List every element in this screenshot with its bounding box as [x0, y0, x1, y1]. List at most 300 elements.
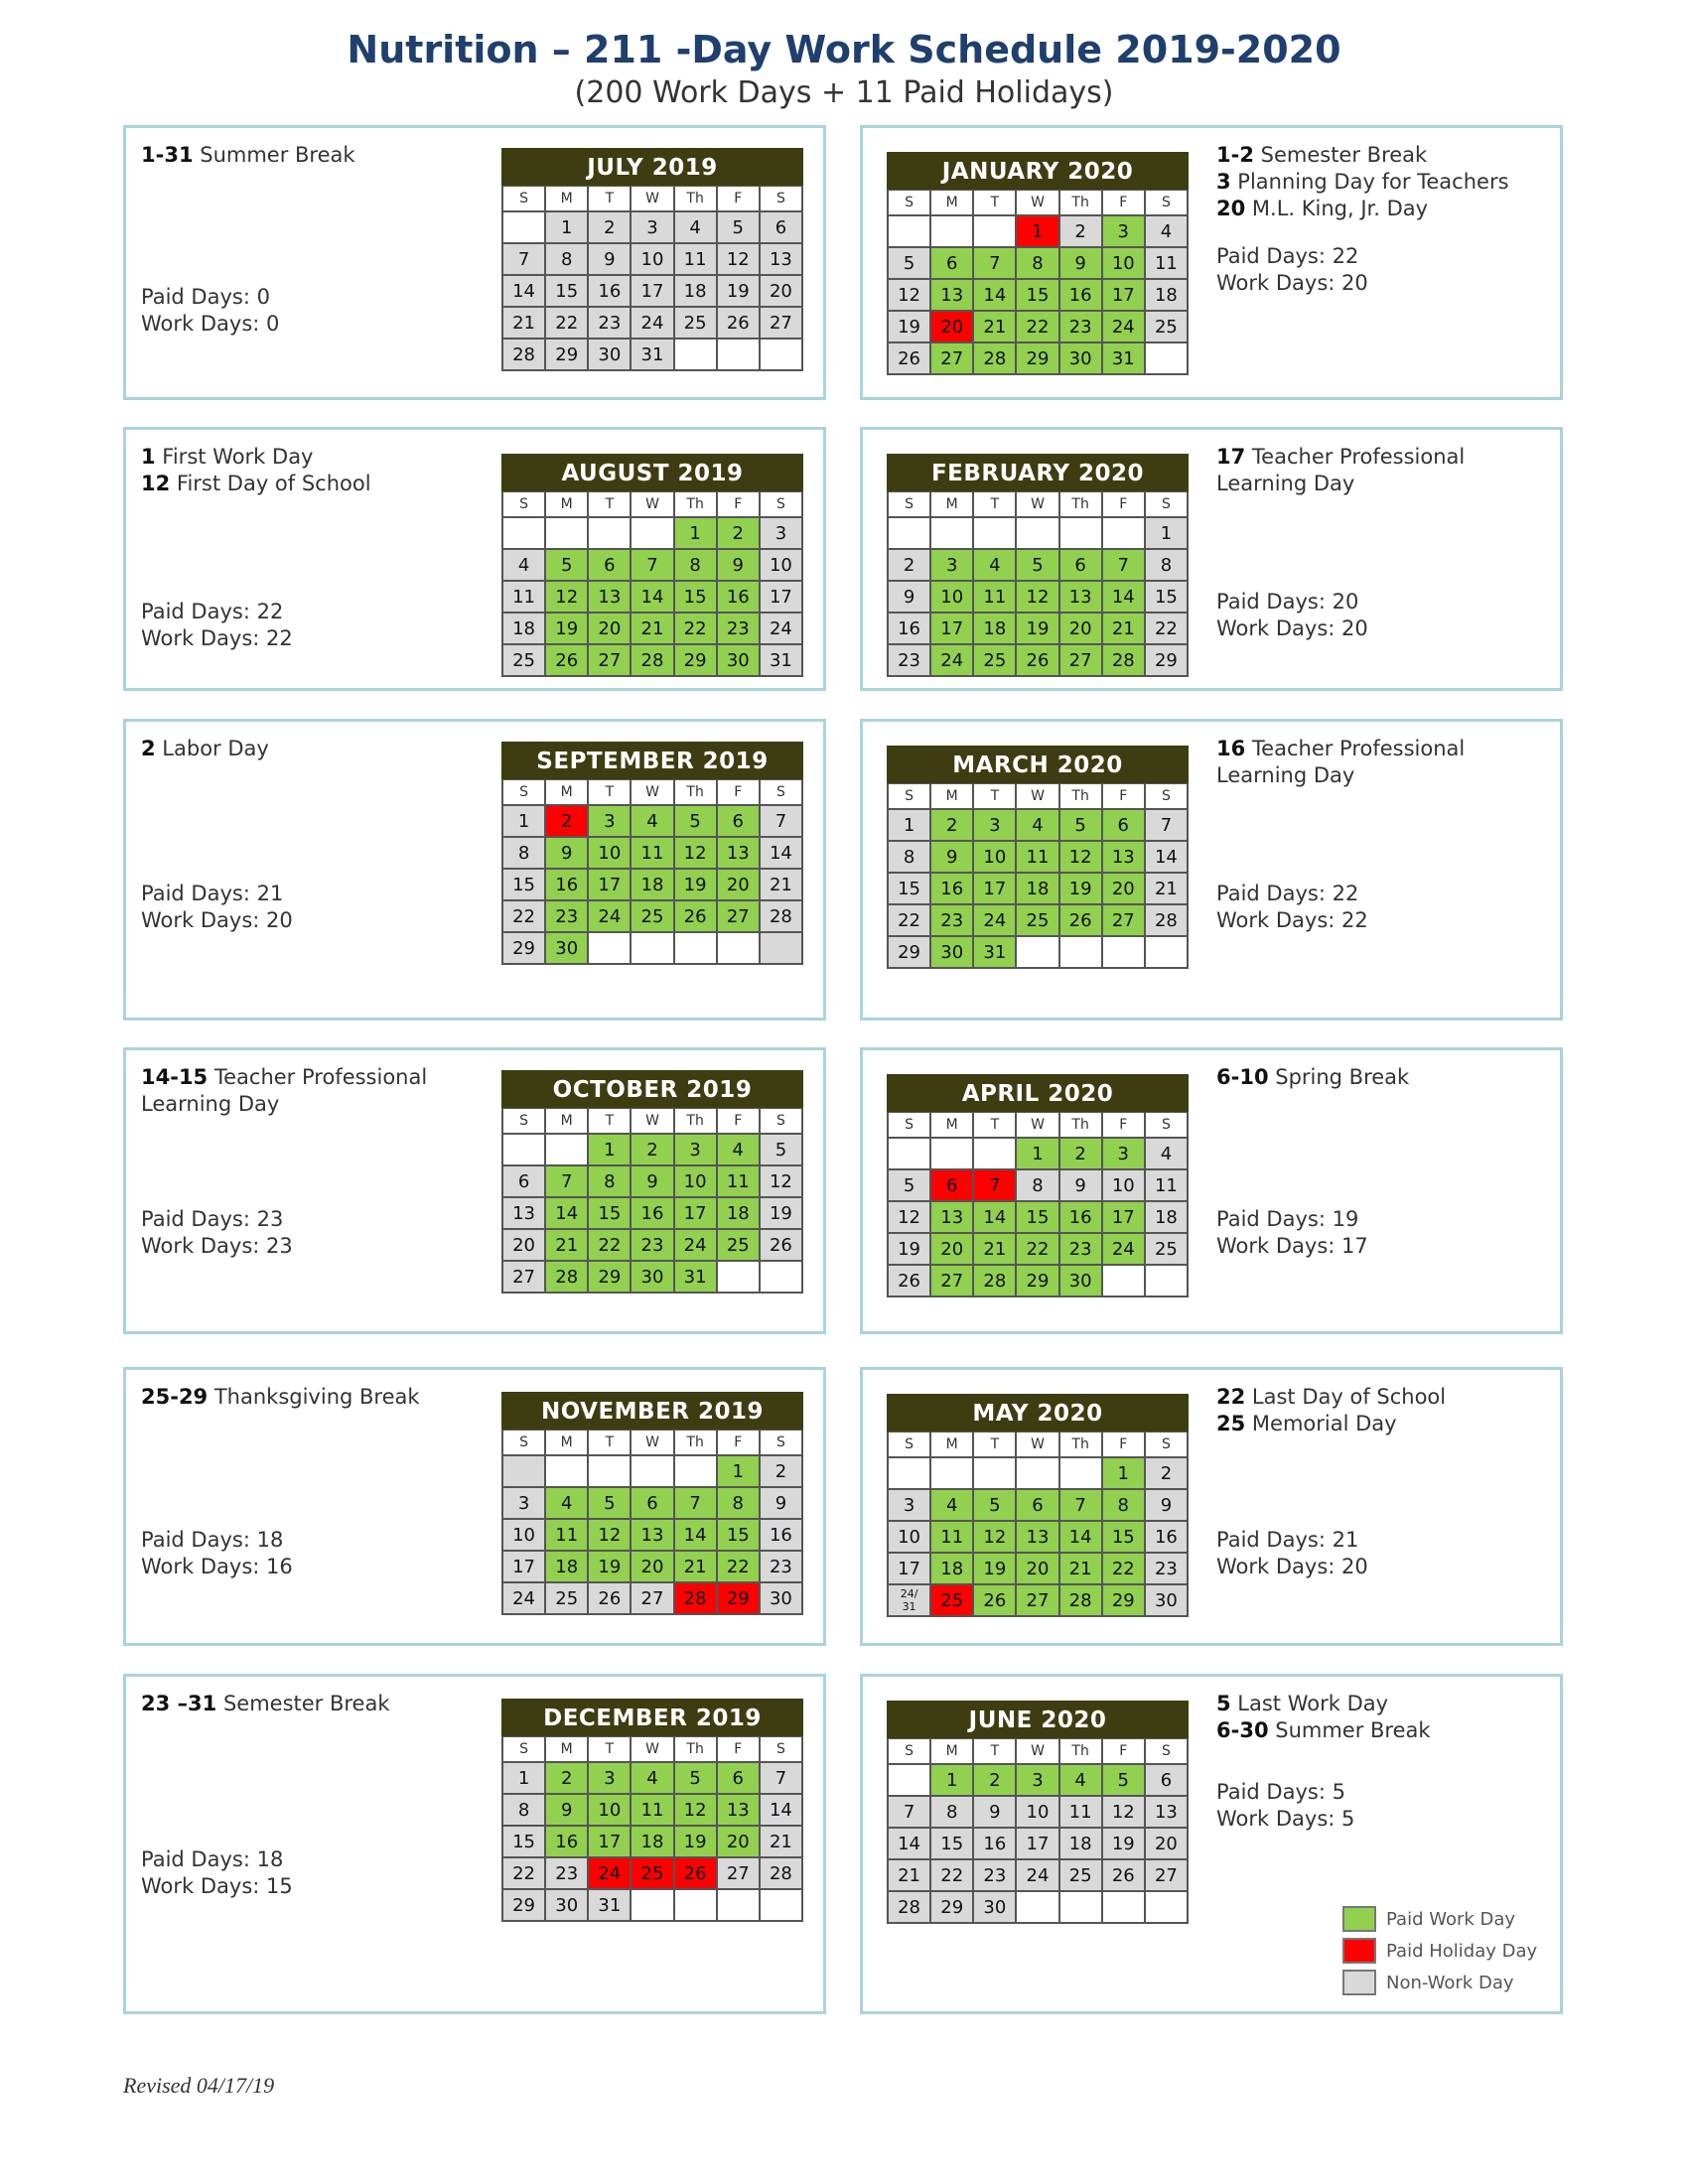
day-cell: 9: [718, 550, 761, 582]
month-calendar: [501, 1070, 803, 1294]
day-cell: 23: [889, 645, 931, 677]
day-cell: 19: [889, 312, 931, 343]
day-cell: 17: [1103, 1202, 1146, 1234]
day-cell: 18: [1060, 1829, 1103, 1860]
note-line: [1216, 1064, 1409, 1091]
note-text: Labor Day: [155, 737, 269, 760]
day-cell: 1: [1103, 1458, 1146, 1490]
paid-days: Paid Days: 22: [1216, 244, 1359, 268]
day-cell: 9: [1060, 1170, 1103, 1202]
day-cell: 5: [589, 1488, 632, 1520]
day-cell: 22: [1103, 1554, 1146, 1585]
day-grid: [501, 1736, 803, 1922]
weekday-header: M: [546, 492, 589, 518]
day-cell: [889, 1765, 931, 1797]
day-cell: 30: [1060, 1266, 1103, 1297]
day-cell: [931, 518, 974, 550]
day-cell: 22: [503, 1858, 546, 1890]
month-name: SEPTEMBER 2019: [501, 742, 803, 779]
day-cell: [889, 1458, 931, 1490]
month-panel-february-2020: [860, 427, 1563, 691]
note-line: [1216, 1384, 1446, 1411]
weekday-header: S: [761, 1431, 803, 1456]
day-cell: 18: [974, 614, 1017, 645]
weekday-header: S: [1146, 784, 1189, 810]
day-counts: [1216, 1527, 1368, 1580]
legend-label: Paid Holiday Day: [1386, 1940, 1538, 1962]
day-cell: [718, 1890, 761, 1922]
day-cell: 12: [718, 244, 761, 276]
day-cell: 3: [889, 1490, 931, 1522]
work-days: Work Days: 5: [1216, 1807, 1355, 1831]
day-cell: 26: [889, 1266, 931, 1297]
day-cell: [761, 933, 803, 965]
day-cell: 22: [1146, 614, 1189, 645]
day-cell: 20: [503, 1230, 546, 1262]
day-cell: 19: [718, 276, 761, 308]
day-cell: [974, 1139, 1017, 1170]
note-text: Spring Break: [1268, 1065, 1410, 1089]
day-cell: 4: [546, 1488, 589, 1520]
weekday-header: F: [1103, 191, 1146, 216]
day-cell: [675, 1890, 718, 1922]
month-name: JANUARY 2020: [887, 152, 1189, 190]
day-cell: 27: [718, 1858, 761, 1890]
day-cell: 18: [675, 276, 718, 308]
day-cell: 4: [718, 1135, 761, 1166]
weekday-header: T: [589, 1737, 632, 1763]
day-cell: 13: [1103, 842, 1146, 874]
day-cell: 14: [889, 1829, 931, 1860]
day-cell: [761, 1262, 803, 1294]
weekday-header: F: [1103, 784, 1146, 810]
weekday-header: F: [718, 492, 761, 518]
day-cell: 21: [761, 870, 803, 901]
note-line: [1216, 142, 1509, 169]
day-cell: 17: [889, 1554, 931, 1585]
day-cell: 4: [1060, 1765, 1103, 1797]
day-cell: 9: [761, 1488, 803, 1520]
day-grid: [887, 190, 1189, 375]
day-cell: 27: [589, 645, 632, 677]
day-cell: 29: [1017, 343, 1059, 375]
day-cell: 22: [889, 905, 931, 937]
day-cell: 5: [889, 248, 931, 280]
day-cell: 31: [761, 645, 803, 677]
day-cell: 26: [889, 343, 931, 375]
day-cell: 4: [1146, 216, 1189, 248]
day-cell: 7: [1103, 550, 1146, 582]
day-cell: 17: [761, 582, 803, 614]
day-cell: 24: [589, 901, 632, 933]
paid-days: Paid Days: 21: [1216, 1528, 1359, 1552]
day-cell: [1146, 1892, 1189, 1924]
day-cell: 1: [503, 806, 546, 838]
day-cell: 27: [931, 343, 974, 375]
day-cell: [1146, 1266, 1189, 1297]
day-cell: 9: [931, 842, 974, 874]
day-cell: 6: [1017, 1490, 1059, 1522]
day-cell: 16: [974, 1829, 1017, 1860]
day-cell: 8: [1103, 1490, 1146, 1522]
day-cell: 30: [718, 645, 761, 677]
day-cell: 26: [1060, 905, 1103, 937]
weekday-header: Th: [1060, 784, 1103, 810]
note-text: Planning Day for Teachers: [1230, 170, 1509, 194]
month-name: AUGUST 2019: [501, 454, 803, 491]
day-cell: 6: [718, 1763, 761, 1795]
note-date: 1: [141, 445, 156, 469]
weekday-header: T: [589, 187, 632, 212]
day-cell: 14: [1146, 842, 1189, 874]
month-panel-march-2020: [860, 719, 1563, 1021]
day-cell: 21: [1146, 874, 1189, 905]
day-cell: 13: [931, 1202, 974, 1234]
day-cell: 2: [1146, 1458, 1189, 1490]
day-cell: 23: [1060, 1234, 1103, 1266]
weekday-header: S: [1146, 492, 1189, 518]
month-panel-august-2019: [123, 427, 826, 691]
day-cell: [1060, 937, 1103, 969]
day-cell: [1060, 518, 1103, 550]
weekday-header: S: [761, 1109, 803, 1135]
day-cell: 2: [1060, 1139, 1103, 1170]
month-calendar: [887, 152, 1189, 375]
day-cell: 17: [1017, 1829, 1059, 1860]
day-cell: [503, 1135, 546, 1166]
day-cell: 21: [1060, 1554, 1103, 1585]
day-grid: [887, 1112, 1189, 1297]
day-cell: 18: [632, 870, 674, 901]
weekday-header: W: [632, 1109, 674, 1135]
day-cell: 30: [974, 1892, 1017, 1924]
weekday-header: F: [718, 1109, 761, 1135]
note-text: Teacher Professional: [208, 1065, 428, 1089]
day-cell: 15: [1103, 1522, 1146, 1554]
note-text: Summer Break: [1268, 1718, 1431, 1742]
day-cell: 21: [503, 308, 546, 340]
day-cell: 27: [718, 901, 761, 933]
day-cell: [546, 1135, 589, 1166]
day-cell: [1017, 1892, 1059, 1924]
day-cell: 11: [974, 582, 1017, 614]
day-cell: 5: [889, 1170, 931, 1202]
month-notes: [1216, 1691, 1431, 1744]
weekday-header: Th: [675, 1431, 718, 1456]
day-cell: 15: [546, 276, 589, 308]
day-cell: 18: [1146, 280, 1189, 312]
day-cell: 20: [589, 614, 632, 645]
day-cell: 23: [931, 905, 974, 937]
month-name: MAY 2020: [887, 1394, 1189, 1432]
work-days: Work Days: 20: [1216, 271, 1368, 295]
day-cell: 16: [889, 614, 931, 645]
day-cell: 31: [974, 937, 1017, 969]
month-panel-may-2020: [860, 1367, 1563, 1646]
day-cell: 21: [675, 1552, 718, 1583]
day-cell: [974, 1458, 1017, 1490]
weekday-header: M: [546, 780, 589, 806]
weekday-header: M: [546, 187, 589, 212]
weekday-header: F: [1103, 492, 1146, 518]
month-name: APRIL 2020: [887, 1074, 1189, 1112]
day-cell: [718, 1262, 761, 1294]
day-cell: 30: [589, 340, 632, 371]
day-cell: 15: [718, 1520, 761, 1552]
day-cell: 29: [1146, 645, 1189, 677]
day-cell: 8: [1017, 1170, 1059, 1202]
weekday-header: M: [931, 1739, 974, 1765]
month-calendar: [501, 742, 803, 965]
day-cell: 27: [632, 1583, 674, 1615]
day-cell: 14: [761, 1795, 803, 1827]
weekday-header: S: [889, 1739, 931, 1765]
day-cell: 13: [761, 244, 803, 276]
day-cell: 27: [931, 1266, 974, 1297]
day-cell: [1017, 1458, 1059, 1490]
day-cell: 18: [632, 1827, 674, 1858]
day-cell: [1017, 518, 1059, 550]
day-cell: 1: [889, 810, 931, 842]
day-cell: 5: [1060, 810, 1103, 842]
day-cell: 1: [546, 212, 589, 244]
day-cell: 16: [1146, 1522, 1189, 1554]
day-cell: 2: [718, 518, 761, 550]
paid-holiday-swatch: [1342, 1938, 1376, 1964]
day-cell: 27: [1060, 645, 1103, 677]
day-cell: [675, 933, 718, 965]
day-cell: 9: [974, 1797, 1017, 1829]
day-cell: 20: [931, 312, 974, 343]
weekday-header: T: [589, 1109, 632, 1135]
day-cell: 25: [546, 1583, 589, 1615]
day-cell: 22: [675, 614, 718, 645]
weekday-header: S: [1146, 191, 1189, 216]
day-cell: 23: [761, 1552, 803, 1583]
day-cell: 23: [1146, 1554, 1189, 1585]
day-cell: 25: [1146, 1234, 1189, 1266]
note-date: 12: [141, 472, 171, 495]
day-cell: 26: [718, 308, 761, 340]
weekday-header: F: [1103, 1113, 1146, 1139]
day-cell: 4: [1146, 1139, 1189, 1170]
weekday-header: T: [974, 1433, 1017, 1458]
day-cell: 7: [974, 1170, 1017, 1202]
day-cell: 2: [546, 1763, 589, 1795]
day-cell: 16: [632, 1198, 674, 1230]
day-cell: 8: [546, 244, 589, 276]
note-text: Semester Break: [216, 1692, 390, 1715]
weekday-header: S: [889, 1113, 931, 1139]
day-cell: [589, 1456, 632, 1488]
day-cell: 16: [1060, 280, 1103, 312]
day-cell: 16: [1060, 1202, 1103, 1234]
day-cell: 30: [1146, 1585, 1189, 1617]
day-cell: 12: [974, 1522, 1017, 1554]
weekday-header: M: [546, 1109, 589, 1135]
note-text: Memorial Day: [1245, 1412, 1397, 1435]
day-cell: 9: [632, 1166, 674, 1198]
day-cell: 8: [503, 838, 546, 870]
day-cell: 20: [761, 276, 803, 308]
note-text: M.L. King, Jr. Day: [1245, 197, 1429, 220]
day-cell: 27: [1017, 1585, 1059, 1617]
weekday-header: F: [1103, 1739, 1146, 1765]
note-date: 16: [1216, 737, 1246, 760]
day-cell: 8: [1017, 248, 1059, 280]
note-line: [141, 444, 371, 471]
day-cell: 28: [1146, 905, 1189, 937]
day-cell: 21: [761, 1827, 803, 1858]
day-cell: 26: [974, 1585, 1017, 1617]
month-notes: [141, 444, 371, 497]
day-cell: 18: [1017, 874, 1059, 905]
day-cell: 13: [632, 1520, 674, 1552]
day-grid: [501, 1430, 803, 1615]
day-cell: [546, 1456, 589, 1488]
weekday-header: S: [1146, 1433, 1189, 1458]
day-cell: 28: [503, 340, 546, 371]
day-cell: 26: [675, 1858, 718, 1890]
day-cell: 14: [974, 1202, 1017, 1234]
work-days: Work Days: 20: [141, 908, 293, 932]
day-cell: 21: [974, 1234, 1017, 1266]
day-cell: 31: [675, 1262, 718, 1294]
day-cell: 2: [632, 1135, 674, 1166]
weekday-header: S: [761, 492, 803, 518]
day-cell: [1103, 1892, 1146, 1924]
day-cell: 19: [675, 1827, 718, 1858]
weekday-header: Th: [675, 1737, 718, 1763]
day-cell: [632, 933, 674, 965]
note-line: [141, 471, 371, 497]
day-cell: 13: [589, 582, 632, 614]
weekday-header: F: [1103, 1433, 1146, 1458]
day-cell: [761, 1890, 803, 1922]
work-days: Work Days: 22: [1216, 908, 1368, 932]
note-date: 22: [1216, 1385, 1246, 1409]
paid-days: Paid Days: 22: [141, 600, 284, 623]
day-cell: 17: [632, 276, 674, 308]
day-cell: 24: [1103, 1234, 1146, 1266]
note-line: [1216, 762, 1465, 789]
month-name: JUNE 2020: [887, 1701, 1189, 1738]
day-cell: 2: [889, 550, 931, 582]
day-grid: [887, 1432, 1189, 1617]
day-cell: 2: [761, 1456, 803, 1488]
day-cell: 15: [1017, 1202, 1059, 1234]
day-cell: 6: [503, 1166, 546, 1198]
day-grid: [501, 779, 803, 965]
weekday-header: S: [889, 784, 931, 810]
note-date: 5: [1216, 1692, 1231, 1715]
day-cell: 23: [718, 614, 761, 645]
day-cell: 10: [632, 244, 674, 276]
day-cell: 26: [589, 1583, 632, 1615]
day-cell: 10: [589, 1795, 632, 1827]
day-cell: 30: [931, 937, 974, 969]
day-cell: 29: [931, 1892, 974, 1924]
day-cell: 28: [1103, 645, 1146, 677]
work-days: Work Days: 20: [1216, 616, 1368, 640]
day-cell: 17: [974, 874, 1017, 905]
weekday-header: M: [931, 492, 974, 518]
day-cell: 28: [675, 1583, 718, 1615]
day-cell: 17: [675, 1198, 718, 1230]
month-panel-april-2020: [860, 1047, 1563, 1334]
month-name: DECEMBER 2019: [501, 1699, 803, 1736]
day-cell: 23: [974, 1860, 1017, 1892]
day-cell: 6: [931, 248, 974, 280]
day-cell: 28: [761, 1858, 803, 1890]
day-cell: 25: [632, 1858, 674, 1890]
note-line: [1216, 196, 1509, 222]
weekday-header: S: [889, 1433, 931, 1458]
paid-work-swatch: [1342, 1906, 1376, 1932]
day-cell: 7: [889, 1797, 931, 1829]
day-cell: 26: [761, 1230, 803, 1262]
month-calendar: [887, 1074, 1189, 1297]
month-notes: [141, 1691, 390, 1717]
day-cell: 10: [1103, 1170, 1146, 1202]
day-cell: [931, 1458, 974, 1490]
day-cell: 21: [889, 1860, 931, 1892]
day-cell: 11: [546, 1520, 589, 1552]
day-cell: 7: [1146, 810, 1189, 842]
day-cell: [1060, 1892, 1103, 1924]
day-cell: 3: [974, 810, 1017, 842]
day-counts: [141, 881, 293, 934]
day-cell: 22: [1017, 312, 1059, 343]
month-panel-december-2019: [123, 1674, 826, 2014]
note-text: Learning Day: [1216, 763, 1355, 787]
weekday-header: Th: [1060, 191, 1103, 216]
day-cell: 16: [546, 870, 589, 901]
non-work-swatch: [1342, 1970, 1376, 1995]
work-days: Work Days: 0: [141, 312, 280, 336]
note-text: Summer Break: [193, 143, 355, 167]
note-line: [141, 736, 269, 762]
note-date: 3: [1216, 170, 1231, 194]
day-cell: 10: [589, 838, 632, 870]
day-cell: 24: [974, 905, 1017, 937]
weekday-header: Th: [1060, 492, 1103, 518]
note-line: [141, 1091, 427, 1118]
weekday-header: M: [931, 1113, 974, 1139]
weekday-header: M: [546, 1737, 589, 1763]
day-cell: 12: [675, 838, 718, 870]
day-cell: 11: [931, 1522, 974, 1554]
work-days: Work Days: 20: [1216, 1555, 1368, 1578]
month-panel-november-2019: [123, 1367, 826, 1646]
day-cell: [675, 340, 718, 371]
paid-days: Paid Days: 19: [1216, 1207, 1359, 1231]
day-grid: [887, 491, 1189, 677]
day-cell: 15: [1017, 280, 1059, 312]
day-cell: 10: [974, 842, 1017, 874]
day-cell: 15: [503, 1827, 546, 1858]
month-calendar: [501, 1392, 803, 1615]
weekday-header: T: [974, 1113, 1017, 1139]
day-cell: 19: [1060, 874, 1103, 905]
day-cell: 15: [589, 1198, 632, 1230]
day-cell: 14: [1060, 1522, 1103, 1554]
weekday-header: S: [1146, 1113, 1189, 1139]
day-cell: 18: [718, 1198, 761, 1230]
page-title: Nutrition – 211 -Day Work Schedule 2019-2020: [347, 28, 1341, 71]
note-text: First Day of School: [170, 472, 371, 495]
day-cell: 28: [546, 1262, 589, 1294]
